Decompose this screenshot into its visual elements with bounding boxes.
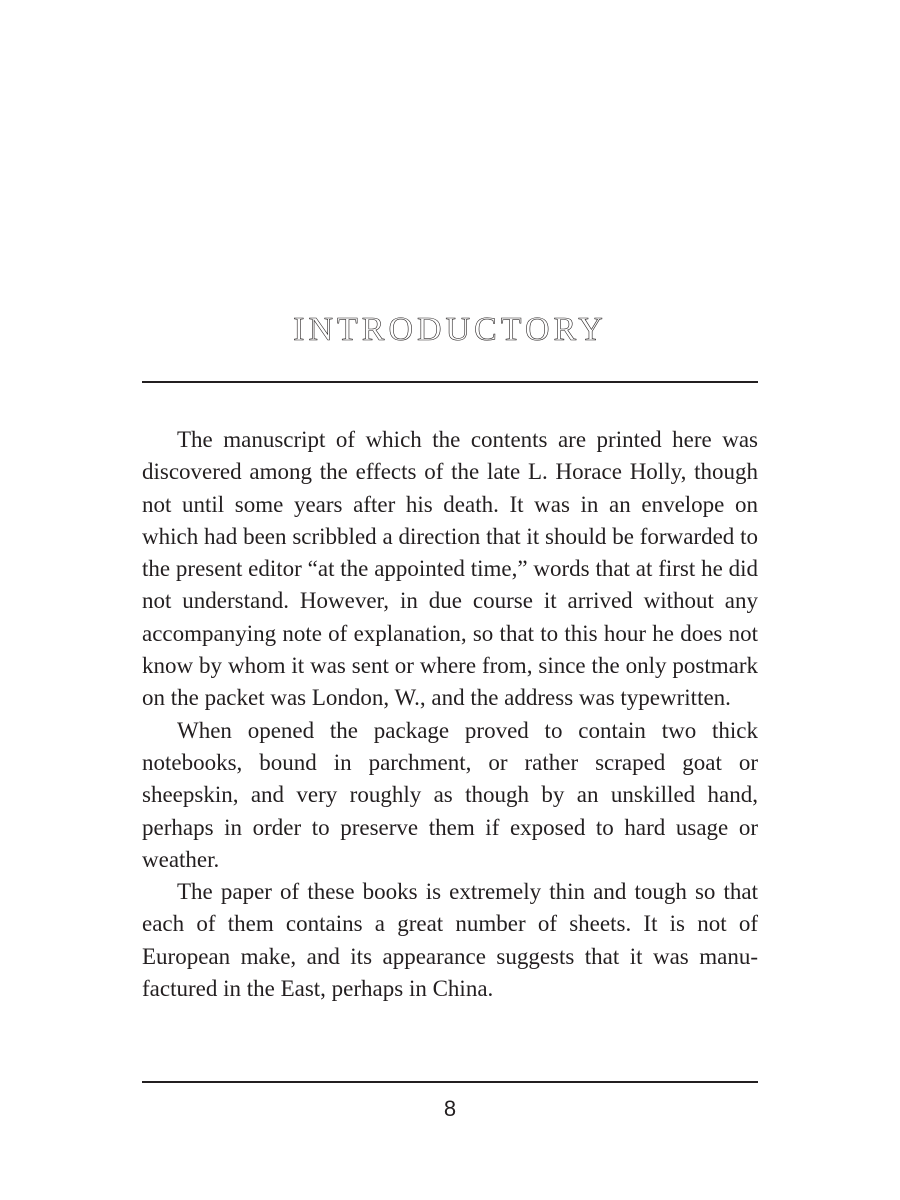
body-text [142,424,758,1005]
page-number: 8 [443,1096,457,1121]
paragraph: The paper of these books is extremely thin and tough so that each of them contains a great number of sheets. It is not of European make, and its appearance suggests that it was manufactured in the East, perhaps in China. [142,879,758,1002]
paragraph: When opened the package proved to contain two thick notebooks, bound in parchment, or rather scraped goat or sheepskin, and very roughly as though by an unskilled hand, perhaps in order to preserve them if exposed to hard usage or weather. [142,717,758,872]
paragraph: The manuscript of which the contents are printed here was discovered among the effects of the late L. Horace Holly, though not until some years after his death. It was in an envelope on which had been scribbled a direction that it should be forwarded to the present editor “at the appointed time,” words that at first he did not understand. However, in due course it arrived without any accompanying note of explanation, so that to this hour he does not know by whom it was sent or where from, since the only postmark on the packet was London, W., and the address was typewritten. [142,427,758,711]
chapter-title: INTRODUCTORY [293,311,607,348]
footer-divider [142,1081,758,1083]
title-divider [142,381,758,383]
